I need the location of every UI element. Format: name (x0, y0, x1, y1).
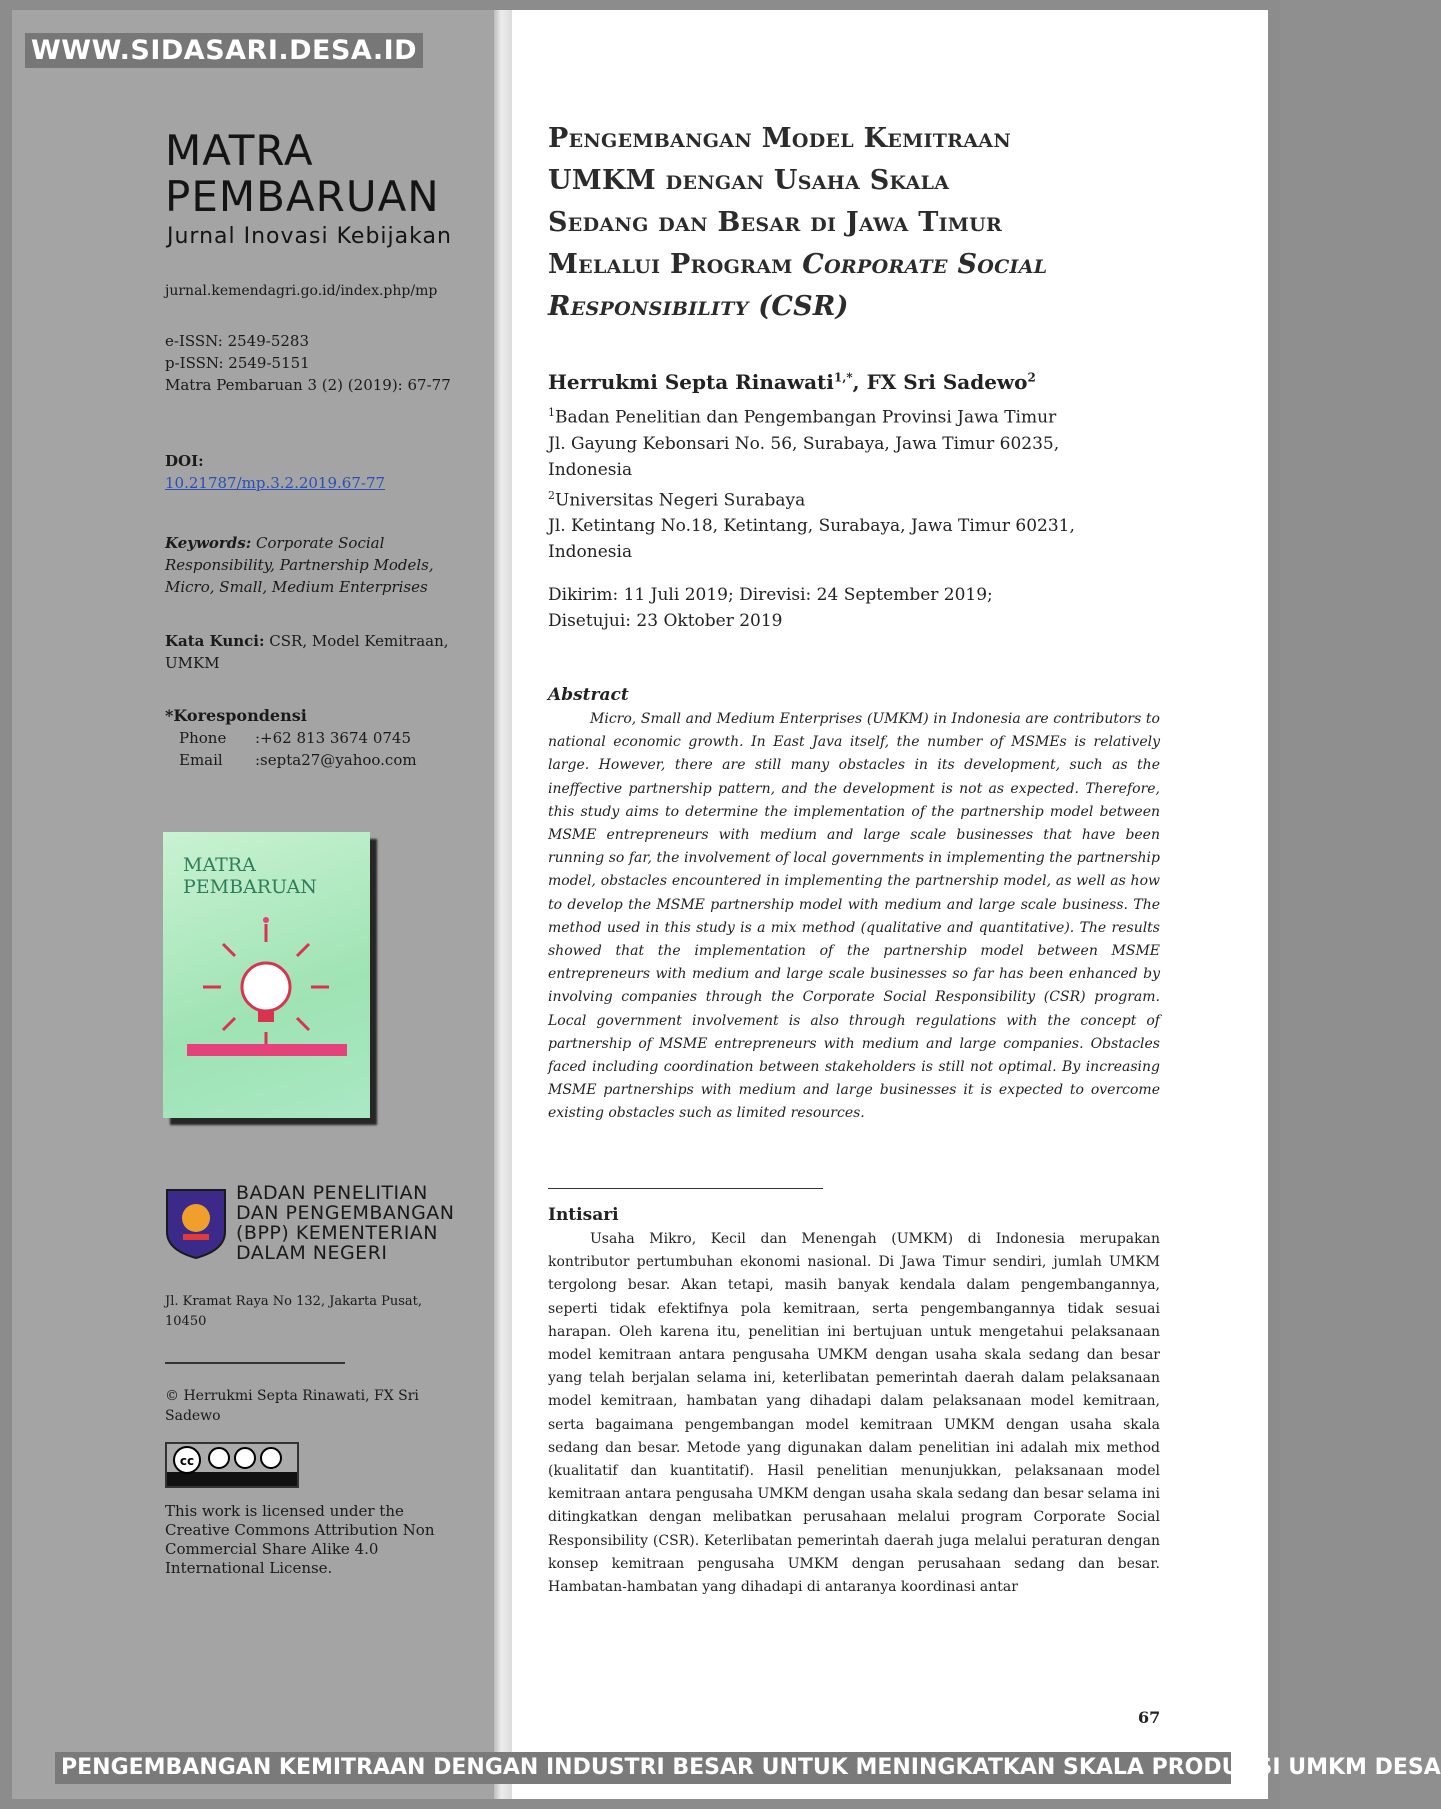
bpp-line4: DALAM NEGERI (236, 1242, 388, 1264)
title-line4-a: Melalui Program (548, 249, 803, 280)
cc-by-nc-sa-icon (167, 1444, 297, 1486)
title-line3: Sedang dan Besar di Jawa Timur (548, 207, 1003, 238)
journal-cover-image (163, 832, 370, 1118)
bpp-line3: (BPP) KEMENTERIAN (236, 1222, 439, 1244)
title-line1: Pengembangan Model Kemitraan (548, 123, 1011, 154)
title-line4-b: Corporate Social (802, 249, 1048, 280)
eissn: e-ISSN: 2549-5283 (165, 332, 309, 350)
bpp-address: Jl. Kramat Raya No 132, Jakarta Pusat, 10450 (165, 1294, 423, 1329)
bpp-line2: DAN PENGEMBANGAN (236, 1202, 455, 1224)
email-label: Email (179, 751, 223, 769)
abstract-divider (548, 1188, 823, 1189)
journal-name-line1: MATRA (165, 126, 314, 175)
sidebar-divider (165, 1362, 345, 1364)
submission-dates (548, 582, 1158, 634)
doi-label: DOI: (165, 452, 204, 470)
journal-name-line2: PEMBARUAN (165, 172, 440, 221)
intisari-heading: Intisari (548, 1205, 619, 1225)
cover-title: MATRA PEMBARUAN (183, 854, 317, 898)
dates-line1: Dikirim: 11 Juli 2019; Direvisi: 24 September 2019; (548, 585, 993, 605)
cover-band (187, 1044, 347, 1056)
keywords-block (165, 532, 465, 598)
phone-value: :+62 813 3674 0745 (255, 729, 411, 747)
affil1-sup: 1 (548, 406, 555, 419)
affil2-name (548, 483, 1158, 514)
page-gutter (494, 10, 512, 1799)
svg-text:cc: cc (179, 1454, 195, 1468)
correspondence-block (165, 705, 485, 771)
phone-label: Phone (179, 729, 227, 747)
affil2-addr-a: Jl. Ketintang No.18, Ketintang, Surabaya, Jawa Timur 60231, (548, 516, 1075, 537)
title-line4 (548, 244, 1128, 286)
kemendagri-logo-icon (165, 1188, 227, 1260)
doi-block (165, 450, 485, 494)
email-row (165, 749, 485, 771)
affil2-addr-b: Indonesia (548, 542, 633, 563)
kata-kunci-value: CSR, Model Kemitraan, UMKM (165, 632, 449, 672)
image-caption: PENGEMBANGAN KEMITRAAN DENGAN INDUSTRI BESAR UNTUK MENINGKATKAN SKALA PRODUKSI UMKM DESA (55, 1752, 1231, 1784)
affil1-name (548, 400, 1158, 431)
keywords-label: Keywords: (165, 534, 252, 552)
page-number: 67 (1138, 1708, 1161, 1727)
journal-url[interactable]: jurnal.kemendagri.go.id/index.php/mp (165, 283, 438, 299)
bpp-name (236, 1183, 455, 1263)
citation: Matra Pembaruan 3 (2) (2019): 67-77 (165, 376, 451, 394)
license-text: This work is licensed under the Creative Commons Attribution Non Commercial Share Alike 4.0 International License. (165, 1502, 435, 1577)
issn-block (165, 330, 485, 396)
authors (548, 370, 1036, 394)
affiliations (548, 400, 1158, 565)
cc-license-icon[interactable] (165, 1442, 299, 1488)
dates-line2: Disetujui: 23 Oktober 2019 (548, 611, 783, 631)
phone-row (165, 727, 485, 749)
title-line5: Responsibility (CSR) (548, 291, 849, 322)
author-1: Herrukmi Septa Rinawati (548, 370, 834, 394)
email-value[interactable]: :septa27@yahoo.com (255, 751, 417, 769)
title-line2: UMKM dengan Usaha Skala (548, 165, 950, 196)
affil2-name-text: Universitas Negeri Surabaya (555, 490, 806, 511)
author-2-sup: 2 (1027, 370, 1036, 385)
affil1-addr-a: Jl. Gayung Kebonsari No. 56, Surabaya, Jawa Timur 60235, (548, 433, 1060, 454)
abstract-text: Micro, Small and Medium Enterprises (UMKM) in Indonesia are contributors to national economic growth. In East Java itself, the number of MSMEs is relatively large. However, there are still many obstacles in its development, such as the ineffective partnership pattern, and the development is not as expected. Therefore, this study aims to determine the implementation of the partnership model between MSME entrepreneurs with medium and large scale businesses that have been running so far, the involvement of local governments in implementing the partnership model, obstacles encountered in implementing the partnership model, as well as how to develop the MSME partnership model with medium and large scale business. The method used in this study is a mix method (qualitative and quantitative). The results showed that the implementation of the partnership model between MSME entrepreneurs with medium and large scale businesses so far has been enhanced by involving companies through the Corporate Social Responsibility (CSR) program. Local government involvement is also through regulations with the concept of partnership of MSME entrepreneurs with medium and large companies. Obstacles faced including coordination between stakeholders is still not optimal. By increasing MSME partnerships with medium and large businesses it is expected to overcome existing obstacles such as limited resources. (548, 711, 1160, 1122)
kata-kunci-label: Kata Kunci: (165, 632, 265, 650)
keywords-value: Corporate Social Responsibility, Partnership Models, Micro, Small, Medium Enterprises (165, 534, 434, 596)
affil1-name-text: Badan Penelitian dan Pengembangan Provinsi Jawa Timur (555, 407, 1057, 428)
doi-link[interactable]: 10.21787/mp.3.2.2019.67-77 (165, 474, 386, 492)
correspondence-label: *Korespondensi (165, 706, 307, 725)
site-watermark: WWW.SIDASARI.DESA.ID (25, 33, 423, 68)
affil1-addr-b: Indonesia (548, 459, 633, 480)
affil2-sup: 2 (548, 488, 555, 502)
bpp-line1: BADAN PENELITIAN (236, 1182, 428, 1204)
copyright-text: © Herrukmi Septa Rinawati, FX Sri Sadewo (165, 1388, 419, 1424)
author-1-sup: 1,* (833, 370, 853, 385)
journal-name (165, 128, 440, 220)
author-2: , FX Sri Sadewo (852, 370, 1028, 394)
pissn: p-ISSN: 2549-5151 (165, 354, 310, 372)
journal-subtitle: Jurnal Inovasi Kebijakan (167, 224, 452, 249)
abstract-heading: Abstract (548, 685, 629, 705)
lightbulb-icon (163, 832, 370, 1118)
article-title (548, 118, 1128, 328)
intisari-text: Usaha Mikro, Kecil dan Menengah (UMKM) di Indonesia merupakan kontributor pertumbuhan ekonomi nasional. Di Jawa Timur sendiri, jumlah UMKM tergolong besar. Akan tetapi, masih banyak kendala dalam pengembangannya, seperti tidak efektifnya pola kemitraan, serta pengembangannya tidak sesuai harapan. Oleh karena itu, penelitian ini bertujuan untuk mengetahui pelaksanaan model kemitraan antara pengusaha UMKM dengan usaha skala sedang dan besar yang telah berjalan selama ini, keterlibatan pemerintah daerah dalam pelaksanaan model kemitraan, hambatan yang dihadapi dalam pelaksanaan model kemitraan, serta bagaimana pengembangan model kemitraan UMKM dengan usaha skala sedang dan besar. Metode yang digunakan dalam penelitian ini adalah mix method (kualitatif dan kuantitatif). Hasil penelitian menunjukkan, pelaksanaan model kemitraan antara pengusaha UMKM dengan usaha skala sedang dan besar selama ini ditingkatkan dengan melibatkan perusahaan melalui program Corporate Social Responsibility (CSR). Keterlibatan pemerintah daerah juga melalui peraturan dengan konsep kemitraan pengusaha UMKM dengan perusahaan sedang dan besar. Hambatan-hambatan yang dihadapi di antaranya koordinasi antar (548, 1231, 1160, 1596)
kata-kunci-block (165, 630, 465, 674)
